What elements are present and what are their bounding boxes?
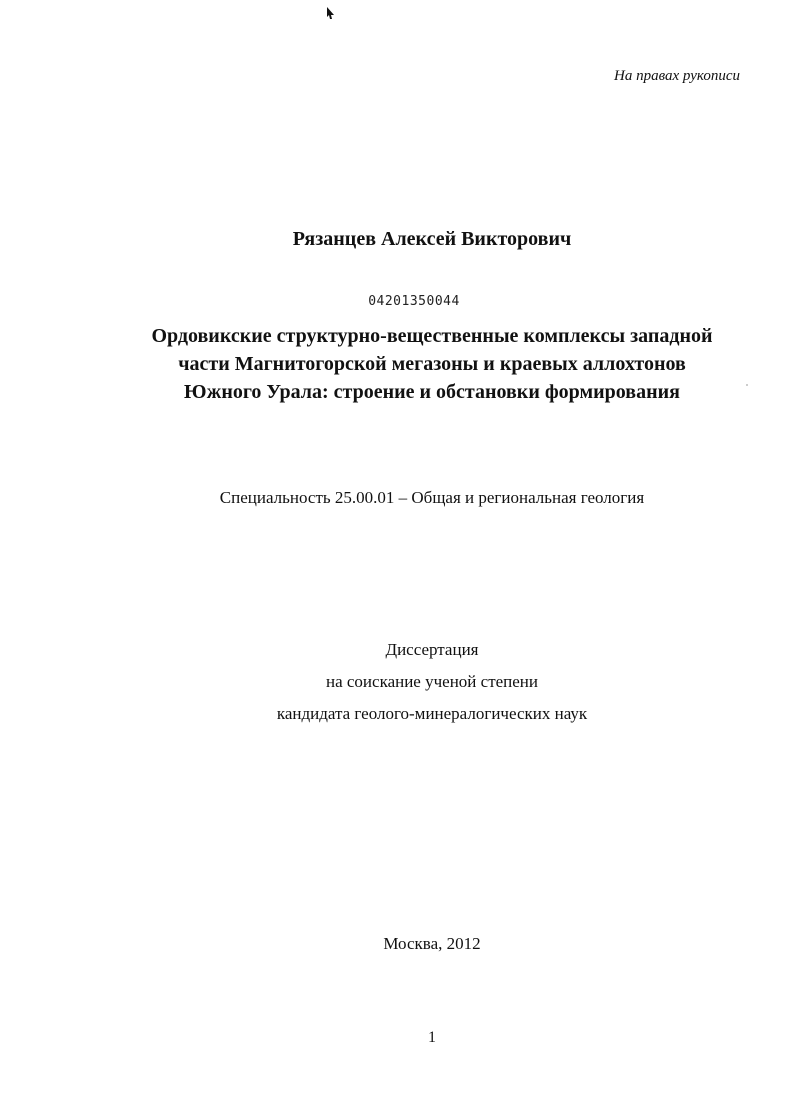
author-name: Рязанцев Алексей Викторович [292, 228, 572, 250]
title-line: Южного Урала: строение и обстановки формирования [184, 381, 680, 403]
city-year: Москва, 2012 [383, 934, 481, 953]
catalog-code: 04201350044 [368, 294, 460, 309]
title-line: Ордовикские структурно-вещественные комплексы западной [151, 325, 713, 347]
specialty-line: Специальность 25.00.01 – Общая и региональная геология [219, 488, 645, 507]
degree-line: на соискание ученой степени [325, 672, 539, 691]
title-line: части Магнитогорской мегазоны и краевых аллохтонов [178, 353, 686, 375]
degree-line: кандидата геолого-минералогических наук [276, 704, 588, 723]
scan-mark-icon [326, 6, 336, 20]
scan-speck [746, 384, 748, 386]
degree-block [36, 634, 792, 730]
rights-note: На правах рукописи [614, 68, 740, 84]
dissertation-title [36, 322, 792, 406]
page-number: 1 [428, 1029, 436, 1046]
degree-line: Диссертация [385, 640, 479, 659]
